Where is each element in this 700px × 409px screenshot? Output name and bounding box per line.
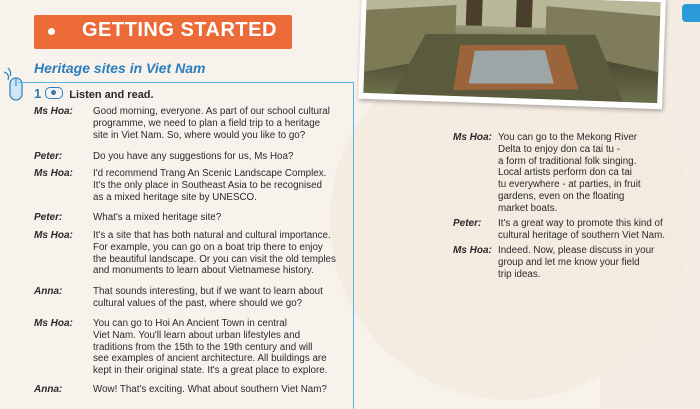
subheading: Heritage sites in Viet Nam (34, 60, 206, 76)
page-title: GETTING STARTED (82, 19, 277, 41)
utterance (498, 218, 665, 242)
utterance-line: It's the only place in Southeast Asia to be recognised (93, 179, 322, 191)
utterance-line: site in Viet Nam. So, where would you like to go? (93, 129, 306, 141)
speaker-label: Ms Hoa: (453, 245, 492, 256)
utterance-line: and monuments to learn about Vietnamese history. (93, 265, 314, 277)
utterance-line: tu everywhere - at parties, in fruit (498, 179, 641, 191)
speaker-label: Ms Hoa: (34, 318, 73, 329)
utterance-line: market boats. (498, 202, 558, 214)
utterance (93, 106, 330, 141)
utterance-line: trip ideas. (498, 268, 541, 280)
utterance (93, 318, 327, 377)
utterance (93, 168, 326, 203)
speaker-label: Ms Hoa: (453, 132, 492, 143)
utterance-line: Local artists perform don ca tai (498, 167, 632, 179)
utterance (93, 384, 327, 396)
exercise-instruction: Listen and read. (69, 89, 154, 101)
exercise-heading (34, 86, 154, 101)
utterance-line: as a mixed heritage site by UNESCO. (93, 191, 257, 203)
speaker-label: Ms Hoa: (34, 230, 73, 241)
utterance-line: a form of traditional folk singing. (498, 155, 637, 167)
utterance (93, 230, 336, 277)
utterance (93, 212, 221, 224)
utterance-line: cultural values of the past, where should we go? (93, 297, 303, 309)
utterance-line: Good morning, everyone. As part of our school cultural (93, 106, 330, 117)
utterance-line: It's a site that has both natural and cultural importance. (93, 230, 331, 241)
utterance-line: programme, we need to plan a field trip to a heritage (93, 117, 321, 129)
speaker-label: Ms Hoa: (34, 168, 73, 179)
bullet-dot (48, 28, 55, 35)
utterance-line: cultural heritage of southern Viet Nam. (498, 229, 666, 241)
utterance-line: I'd recommend Trang An Scenic Landscape Complex. (93, 168, 327, 179)
utterance (498, 245, 654, 280)
utterance-line: see examples of ancient architecture. All buildings are (93, 353, 327, 365)
section-banner (34, 15, 292, 49)
utterance-line: What's a mixed heritage site? (93, 212, 222, 223)
utterance-line: kept in their original state. It's a great place to explore. (93, 365, 328, 377)
speaker-label: Peter: (453, 218, 482, 229)
utterance-line: the beautiful landscape. Or you can visit the old temples (93, 253, 336, 265)
speaker-label: Anna: (34, 384, 63, 395)
utterance-line: That sounds interesting, but if we want to learn about (93, 286, 323, 297)
utterance-line: You can go to Hoi An Ancient Town in central (93, 318, 287, 329)
utterance-line: gardens, even on the floating (498, 190, 625, 202)
utterance (93, 286, 323, 310)
speaker-label: Peter: (34, 212, 63, 223)
utterance-line: You can go to the Mekong River (498, 132, 638, 143)
speaker-label: Ms Hoa: (34, 106, 73, 117)
heritage-photo (358, 0, 666, 109)
audio-icon[interactable] (45, 87, 63, 99)
utterance-line: Do you have any suggestions for us, Ms Hoa? (93, 151, 294, 162)
utterance-line: Viet Nam. You'll learn about urban lifestyles and (93, 329, 301, 341)
utterance-line: It's a great way to promote this kind of (498, 218, 663, 229)
photo-scene (363, 0, 660, 103)
utterance (498, 132, 641, 215)
utterance-line: traditions from the 15th to the 19th century and will (93, 341, 313, 353)
utterance-line: Delta to enjoy don ca tai tu - (498, 143, 620, 155)
utterance-line: Indeed. Now, please discuss in your (498, 245, 655, 256)
speaker-label: Peter: (34, 151, 63, 162)
utterance-line: Wow! That's exciting. What about southern Viet Nam? (93, 384, 327, 395)
speaker-label: Anna: (34, 286, 63, 297)
utterance-line: group and let me know your field (498, 256, 640, 268)
corner-tab-icon (682, 4, 700, 22)
exercise-number: 1 (34, 86, 42, 101)
utterance-line: For example, you can go on a boat trip there to enjoy (93, 241, 323, 253)
heritage-photo-image (363, 0, 660, 103)
utterance (93, 151, 293, 163)
